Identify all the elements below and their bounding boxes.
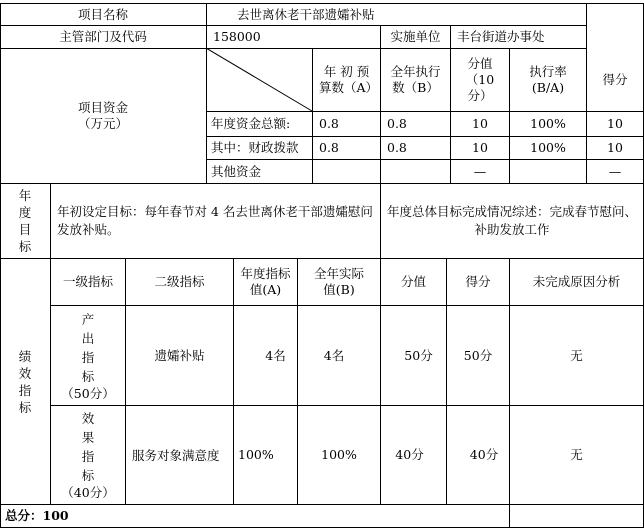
funds-row-score: 10 (607, 116, 623, 131)
perf-row-level1-points: （40分） (61, 485, 115, 500)
perf-header-actual: 全年实际值(B) (313, 266, 364, 297)
goals-summary-text: 年度总体目标完成情况综述：完成春节慰问、补助发放工作 (387, 204, 638, 237)
funds-label-line1: 项目资金 (77, 100, 128, 115)
funds-row-budget: 0.8 (319, 140, 339, 155)
col-score-header: 得分 (602, 72, 628, 87)
perf-row-actual: 4名 (323, 347, 345, 363)
project-name-value: 去世离休老干部遗孀补贴 (237, 6, 375, 22)
funds-section-label (0, 49, 206, 183)
funds-row-label: 其中：财政拨款 (211, 140, 299, 155)
funds-row-exec (381, 160, 450, 183)
perf-row-reason: 无 (570, 347, 583, 363)
perf-row-level1-name: 产出指标 (81, 311, 95, 384)
funds-row-budget: 0.8 (319, 116, 339, 131)
perf-row-score-value: 40分 (395, 447, 424, 462)
perf-row-score-value: 50分 (404, 347, 433, 363)
project-name-label: 项目名称 (77, 6, 128, 22)
perf-header-score: 得分 (465, 274, 491, 289)
funds-row-rate: 100% (530, 116, 566, 131)
col-score-value-header: 分值（10分） (465, 56, 495, 103)
perf-row-score: 40分 (469, 447, 499, 462)
total-score: 总分：100 (5, 508, 69, 523)
perf-row-target: 4名 (265, 347, 286, 363)
perf-row-actual: 100% (321, 447, 357, 462)
funds-row-exec: 0.8 (387, 116, 407, 131)
performance-section-label: 绩效指标 (18, 348, 32, 415)
funds-row-exec: 0.8 (387, 140, 407, 155)
funds-label-line2: （万元） (77, 116, 128, 131)
grid-line (586, 3, 587, 49)
perf-row-level2: 服务对象满意度 (132, 447, 220, 463)
funds-row-label: 其他资金 (211, 163, 262, 179)
perf-row-level1-name: 效果指标 (81, 411, 95, 483)
funds-row-rate: 100% (530, 140, 566, 155)
perf-row-level1-points: （50分） (61, 385, 115, 401)
perf-header-score-value: 分值 (400, 274, 426, 289)
funds-row-score: — (608, 163, 622, 179)
dept-code-value: 158000 (213, 29, 261, 44)
impl-unit-value: 丰台街道办事处 (457, 29, 545, 44)
perf-header-target: 年度指标值(A) (240, 266, 291, 297)
perf-row-level1 (51, 306, 125, 405)
total-blank-cell (510, 505, 643, 527)
funds-row-label: 年度资金总额: (211, 116, 291, 131)
col-budget-header: 年 初 预算数（A） (319, 64, 379, 95)
header-diagonal-line (206, 48, 313, 112)
grid-line (0, 527, 644, 528)
perf-row-score: 50分 (463, 347, 493, 363)
col-exec-header: 全年执行数（B） (390, 64, 441, 95)
perf-row-target: 100% (238, 447, 274, 462)
dept-label: 主管部门及代码 (59, 29, 147, 44)
impl-unit-label: 实施单位 (390, 29, 441, 44)
goals-initial-text: 年初设定目标：每年春节对 4 名去世离休老干部遗孀慰问发放补贴。 (57, 204, 373, 237)
funds-row-budget (313, 160, 380, 183)
funds-row-score-value: 10 (472, 140, 488, 155)
perf-row-level1 (51, 406, 125, 504)
col-rate-header: 执行率(B/A) (529, 64, 567, 95)
perf-header-level2: 二级指标 (154, 274, 205, 289)
funds-row-rate (510, 160, 586, 183)
goals-section-label: 年度目标 (18, 188, 32, 254)
perf-row-reason: 无 (570, 447, 583, 462)
funds-row-score: 10 (607, 140, 623, 155)
funds-row-score-value: — (473, 163, 487, 179)
perf-header-level1: 一级指标 (62, 274, 113, 289)
perf-header-reason: 未完成原因分析 (532, 274, 621, 289)
funds-row-score-value: 10 (472, 116, 488, 131)
perf-row-level2: 遗孀补贴 (154, 347, 205, 363)
